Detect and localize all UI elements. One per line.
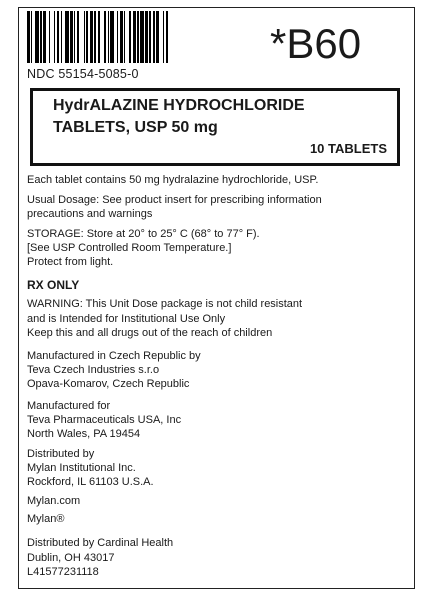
manufactured-for-line-3: North Wales, PA 19454 — [27, 428, 141, 440]
distributed-by-line-1: Distributed by — [27, 448, 95, 460]
manufactured-for-line-2: Teva Pharmaceuticals USA, Inc — [27, 414, 182, 426]
manufactured-for-line-1: Manufactured for — [27, 400, 111, 412]
manufactured-in-line-1: Manufactured in Czech Republic by — [27, 350, 201, 362]
warning-line-2: and is Intended for Institutional Use Only — [27, 313, 226, 325]
manufactured-in-line-3: Opava-Komarov, Czech Republic — [27, 378, 190, 390]
product-name-line-1: HydrALAZINE HYDROCHLORIDE — [53, 97, 305, 114]
distributed-by-line-2: Mylan Institutional Inc. — [27, 462, 136, 474]
dosage-line-2: precautions and warnings — [27, 208, 153, 220]
storage-line-3: Protect from light. — [27, 256, 114, 268]
dosage-line-1: Usual Dosage: See product insert for prescribing information — [27, 194, 322, 206]
storage-line-1: STORAGE: Store at 20° to 25° C (68° to 77° F). — [27, 228, 260, 240]
distributed-by-line-3: Rockford, IL 61103 U.S.A. — [27, 476, 154, 488]
cardinal-line-2: Dublin, OH 43017 — [27, 552, 115, 564]
storage-line-2: [See USP Controlled Room Temperature.] — [27, 242, 232, 254]
cardinal-line-1: Distributed by Cardinal Health — [27, 537, 174, 549]
barcode-gap — [168, 11, 169, 63]
warning-line-3: Keep this and all drugs out of the reach of children — [27, 327, 273, 339]
mylan-website: Mylan.com — [27, 495, 81, 507]
package-code: *B60 — [270, 20, 362, 67]
ndc-number: NDC 55154-5085-0 — [27, 67, 139, 81]
product-name-line-2: TABLETS, USP 50 mg — [53, 119, 218, 136]
barcode — [27, 11, 192, 63]
manufactured-in-line-2: Teva Czech Industries s.r.o — [27, 364, 160, 376]
rx-only: RX ONLY — [27, 278, 80, 292]
lot-number: L41577231118 — [27, 566, 99, 578]
contains-text: Each tablet contains 50 mg hydralazine hydrochloride, USP. — [27, 174, 319, 186]
product-name-box — [30, 88, 400, 166]
tablet-count: 10 TABLETS — [309, 141, 387, 156]
mylan-brand: Mylan® — [27, 513, 65, 525]
warning-line-1: WARNING: This Unit Dose package is not child resistant — [27, 298, 303, 310]
